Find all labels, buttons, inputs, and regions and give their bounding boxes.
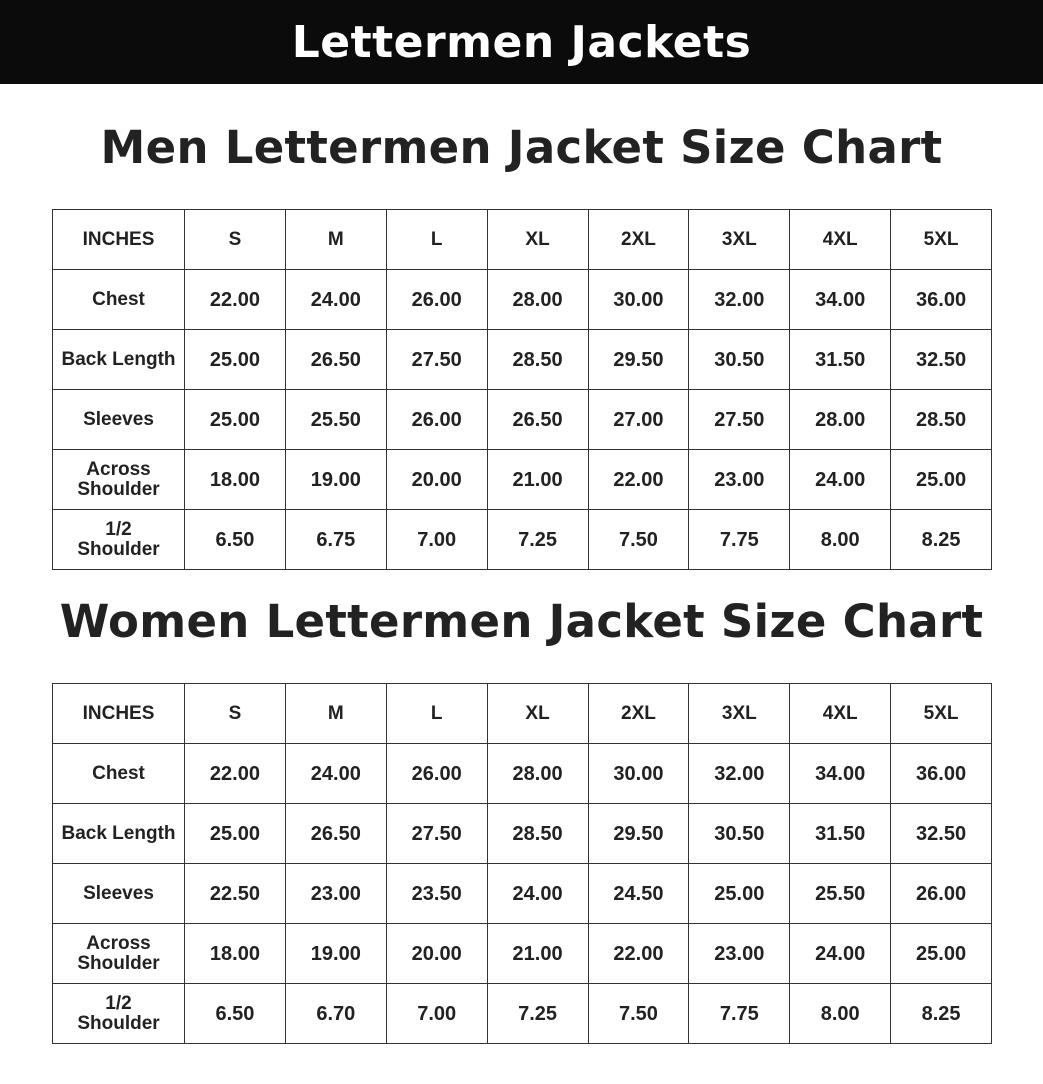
women-measurement-cell: 32.00 (689, 744, 790, 804)
men-row-label: Sleeves (53, 390, 185, 450)
women-measurement-cell: 26.00 (891, 864, 992, 924)
women-measurement-cell: 8.00 (790, 984, 891, 1044)
men-measurement-cell: 25.00 (891, 450, 992, 510)
women-measurement-cell: 6.70 (285, 984, 386, 1044)
women-size-header: 2XL (588, 684, 689, 744)
women-size-header: S (185, 684, 286, 744)
women-measurement-cell: 24.00 (487, 864, 588, 924)
men-measurement-cell: 23.00 (689, 450, 790, 510)
men-row-label: Across Shoulder (53, 450, 185, 510)
women-measurement-cell: 22.50 (185, 864, 286, 924)
women-measurement-cell: 34.00 (790, 744, 891, 804)
women-table-row (53, 864, 992, 924)
men-measurement-cell: 24.00 (285, 270, 386, 330)
women-size-header: 5XL (891, 684, 992, 744)
men-measurement-cell: 26.00 (386, 270, 487, 330)
women-table-row (53, 804, 992, 864)
women-chart-heading: Women Lettermen Jacket Size Chart (59, 595, 984, 648)
women-row-label: Back Length (53, 804, 185, 864)
women-measurement-cell: 26.00 (386, 744, 487, 804)
men-measurement-cell: 19.00 (285, 450, 386, 510)
women-size-header: L (386, 684, 487, 744)
women-measurement-cell: 25.00 (891, 924, 992, 984)
men-measurement-cell: 30.00 (588, 270, 689, 330)
women-measurement-cell: 7.50 (588, 984, 689, 1044)
men-measurement-cell: 31.50 (790, 330, 891, 390)
men-measurement-cell: 22.00 (185, 270, 286, 330)
men-table-row (53, 510, 992, 570)
men-measurement-cell: 26.50 (285, 330, 386, 390)
men-measurement-cell: 27.50 (689, 390, 790, 450)
women-measurement-cell: 25.00 (689, 864, 790, 924)
men-measurement-cell: 36.00 (891, 270, 992, 330)
men-size-header: 4XL (790, 210, 891, 270)
women-measurement-cell: 29.50 (588, 804, 689, 864)
men-measurement-cell: 28.00 (487, 270, 588, 330)
women-measurement-cell: 20.00 (386, 924, 487, 984)
men-table-body (53, 210, 992, 570)
title-banner (0, 0, 1043, 84)
men-measurement-cell: 29.50 (588, 330, 689, 390)
women-measurement-cell: 31.50 (790, 804, 891, 864)
men-row-label: Back Length (53, 330, 185, 390)
men-measurement-cell: 7.50 (588, 510, 689, 570)
women-row-label: 1/2 Shoulder (53, 984, 185, 1044)
men-measurement-cell: 7.75 (689, 510, 790, 570)
men-size-header: 2XL (588, 210, 689, 270)
men-size-header: L (386, 210, 487, 270)
men-measurement-cell: 7.25 (487, 510, 588, 570)
women-table-row (53, 924, 992, 984)
men-measurement-cell: 32.50 (891, 330, 992, 390)
men-measurement-cell: 21.00 (487, 450, 588, 510)
men-measurement-cell: 28.00 (790, 390, 891, 450)
men-measurement-cell: 6.75 (285, 510, 386, 570)
women-measurement-cell: 32.50 (891, 804, 992, 864)
women-measurement-cell: 28.50 (487, 804, 588, 864)
women-measurement-cell: 23.00 (285, 864, 386, 924)
women-size-header: XL (487, 684, 588, 744)
women-size-header: 4XL (790, 684, 891, 744)
women-header-row (53, 684, 992, 744)
men-table-row (53, 450, 992, 510)
men-measurement-cell: 28.50 (891, 390, 992, 450)
women-measurement-cell: 7.25 (487, 984, 588, 1044)
banner-title: Lettermen Jackets (291, 16, 752, 68)
women-row-label: Sleeves (53, 864, 185, 924)
women-measurement-cell: 36.00 (891, 744, 992, 804)
men-measurement-cell: 27.50 (386, 330, 487, 390)
women-size-header: 3XL (689, 684, 790, 744)
women-table-row (53, 984, 992, 1044)
men-measurement-cell: 25.50 (285, 390, 386, 450)
men-measurement-cell: 30.50 (689, 330, 790, 390)
women-measurement-cell: 8.25 (891, 984, 992, 1044)
men-measurement-cell: 24.00 (790, 450, 891, 510)
men-row-label: 1/2 Shoulder (53, 510, 185, 570)
men-measurement-cell: 18.00 (185, 450, 286, 510)
men-measurement-cell: 34.00 (790, 270, 891, 330)
men-table-row (53, 270, 992, 330)
men-size-header: 5XL (891, 210, 992, 270)
women-row-label: Chest (53, 744, 185, 804)
men-measurement-cell: 20.00 (386, 450, 487, 510)
men-row-label: Chest (53, 270, 185, 330)
men-measurement-cell: 22.00 (588, 450, 689, 510)
women-measurement-cell: 6.50 (185, 984, 286, 1044)
men-size-header: M (285, 210, 386, 270)
men-size-header: S (185, 210, 286, 270)
women-measurement-cell: 24.50 (588, 864, 689, 924)
women-table-row (53, 744, 992, 804)
women-measurement-cell: 19.00 (285, 924, 386, 984)
women-measurement-cell: 7.00 (386, 984, 487, 1044)
men-table-row (53, 390, 992, 450)
men-header-row (53, 210, 992, 270)
men-measurement-cell: 8.25 (891, 510, 992, 570)
women-measurement-cell: 28.00 (487, 744, 588, 804)
men-measurement-cell: 28.50 (487, 330, 588, 390)
men-measurement-cell: 27.00 (588, 390, 689, 450)
men-size-table (52, 209, 992, 570)
women-table-body (53, 684, 992, 1044)
women-measurement-cell: 25.00 (185, 804, 286, 864)
men-measurement-cell: 25.00 (185, 330, 286, 390)
women-measurement-cell: 30.50 (689, 804, 790, 864)
women-measurement-cell: 7.75 (689, 984, 790, 1044)
men-size-header: XL (487, 210, 588, 270)
women-measurement-cell: 18.00 (185, 924, 286, 984)
men-measurement-cell: 8.00 (790, 510, 891, 570)
men-measurement-cell: 26.50 (487, 390, 588, 450)
women-measurement-cell: 21.00 (487, 924, 588, 984)
men-table-row (53, 330, 992, 390)
women-measurement-cell: 24.00 (790, 924, 891, 984)
women-row-label: Across Shoulder (53, 924, 185, 984)
women-measurement-cell: 23.00 (689, 924, 790, 984)
men-unit-header: INCHES (53, 210, 185, 270)
women-measurement-cell: 25.50 (790, 864, 891, 924)
women-size-header: M (285, 684, 386, 744)
women-measurement-cell: 30.00 (588, 744, 689, 804)
men-measurement-cell: 32.00 (689, 270, 790, 330)
women-measurement-cell: 26.50 (285, 804, 386, 864)
women-unit-header: INCHES (53, 684, 185, 744)
women-measurement-cell: 27.50 (386, 804, 487, 864)
men-chart-heading: Men Lettermen Jacket Size Chart (100, 121, 943, 174)
women-measurement-cell: 22.00 (588, 924, 689, 984)
men-measurement-cell: 6.50 (185, 510, 286, 570)
men-size-header: 3XL (689, 210, 790, 270)
women-measurement-cell: 23.50 (386, 864, 487, 924)
women-size-table (52, 683, 992, 1044)
men-measurement-cell: 7.00 (386, 510, 487, 570)
men-measurement-cell: 25.00 (185, 390, 286, 450)
men-measurement-cell: 26.00 (386, 390, 487, 450)
women-measurement-cell: 22.00 (185, 744, 286, 804)
women-measurement-cell: 24.00 (285, 744, 386, 804)
